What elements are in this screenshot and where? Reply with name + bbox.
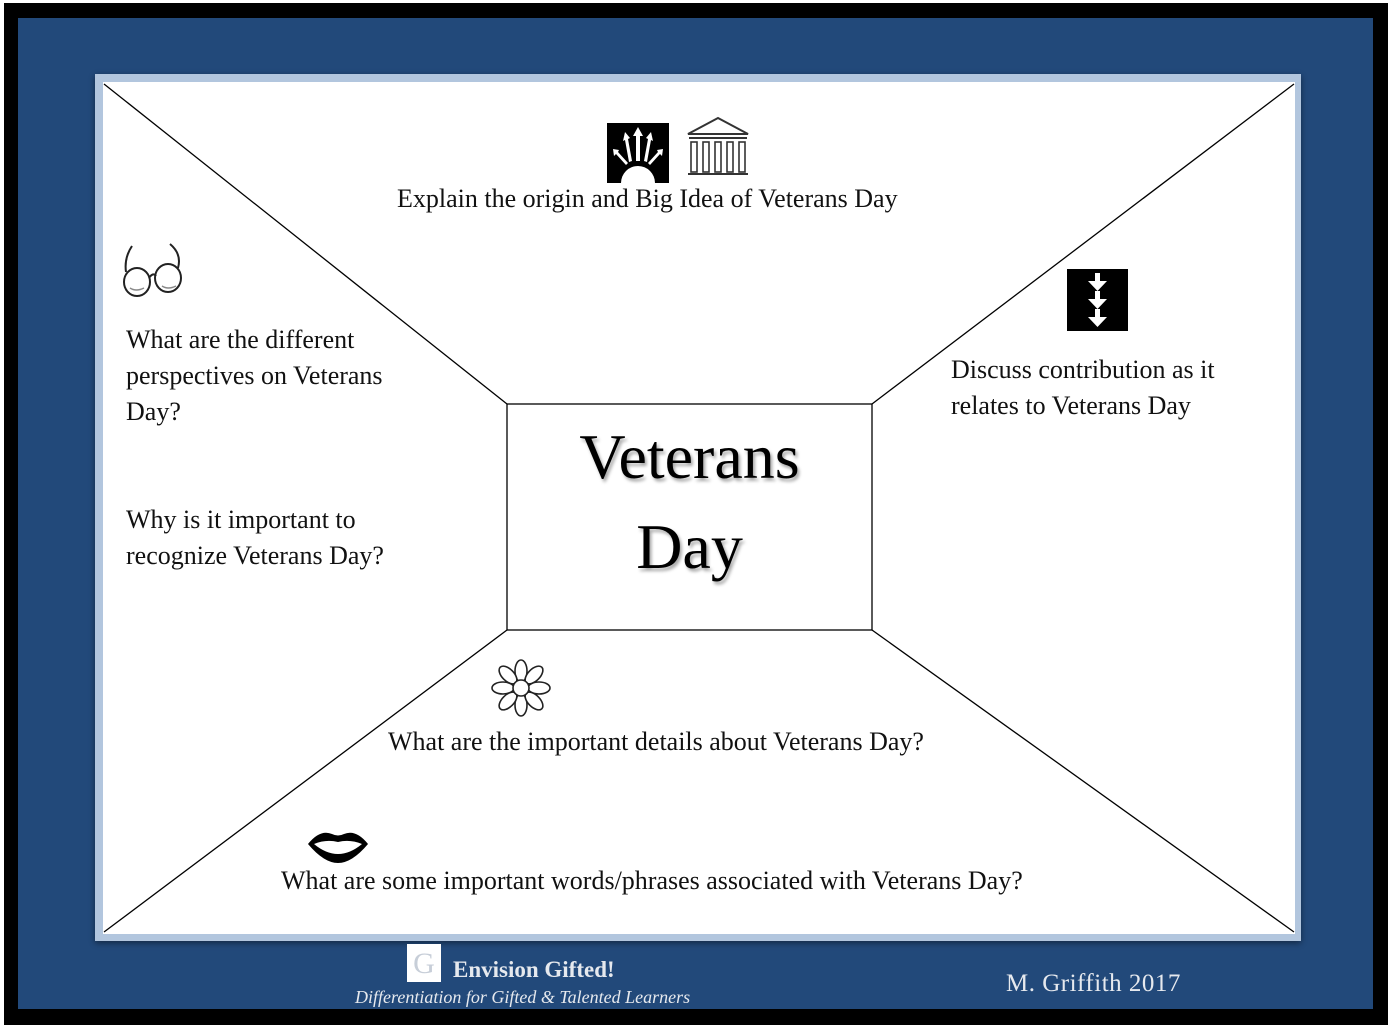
flower-icon <box>490 658 552 718</box>
big-idea-icon <box>607 123 669 183</box>
right-line1: Discuss contribution as it <box>951 355 1215 384</box>
left-q1-line2: perspectives on Veterans <box>126 361 383 390</box>
glasses-icon <box>120 240 188 302</box>
right-line2: relates to Veterans Day <box>951 391 1191 420</box>
center-topic-title <box>507 412 872 592</box>
bottom-prompt: What are some important words/phrases associated with Veterans Day? <box>281 866 1023 895</box>
bottom-center-prompt: What are the important details about Veterans Day? <box>388 727 924 756</box>
brand-name: Envision Gifted! <box>453 957 615 982</box>
left-question-importance <box>126 502 384 574</box>
lips-icon <box>306 827 370 865</box>
left-q2-line2: recognize Veterans Day? <box>126 541 384 570</box>
author-credit: M. Griffith 2017 <box>1006 970 1181 997</box>
center-title-line1: Veterans <box>579 421 800 492</box>
brand-tagline: Differentiation for Gifted & Talented Learners <box>355 987 691 1007</box>
down-arrows-icon <box>1067 269 1128 331</box>
left-question-perspectives <box>126 322 383 430</box>
top-prompt: Explain the origin and Big Idea of Veterans Day <box>397 184 898 213</box>
left-q2-line1: Why is it important to <box>126 505 356 534</box>
envision-gifted-logo: G <box>407 944 441 982</box>
ethics-building-icon <box>686 116 750 176</box>
center-title-line2: Day <box>636 511 743 582</box>
left-q1-line1: What are the different <box>126 325 355 354</box>
right-prompt <box>951 352 1215 424</box>
left-q1-line3: Day? <box>126 397 181 426</box>
